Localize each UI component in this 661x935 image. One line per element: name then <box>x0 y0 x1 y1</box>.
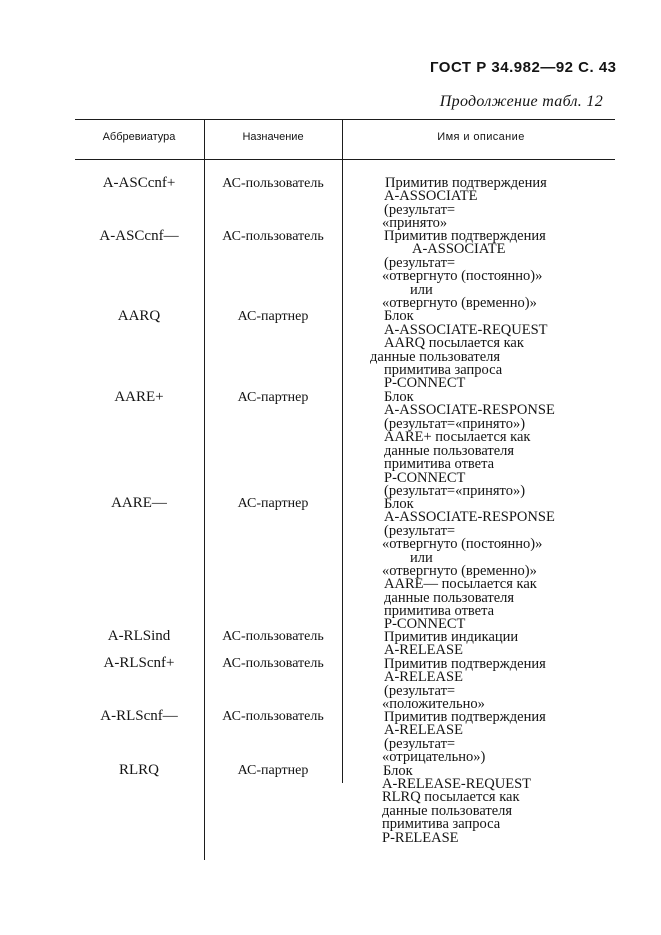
description-line: (результат= <box>384 523 456 539</box>
description-line: «отрицательно») <box>382 749 486 765</box>
description-line: данные пользователя <box>370 349 501 365</box>
description-line: (результат=«принято») <box>384 416 526 432</box>
description-line: RLRQ посылается как <box>382 789 520 805</box>
purpose-cell: АС-пользователь <box>222 709 324 724</box>
description-line: примитива ответа <box>384 603 495 619</box>
purpose-cell: АС-партнер <box>237 309 309 324</box>
description-line: примитива ответа <box>384 456 495 472</box>
description-line: Блок <box>384 496 414 512</box>
description-line: «отвергнуто (постоянно)» <box>382 536 543 552</box>
description-line: P-CONNECT <box>384 470 466 486</box>
table-header-rule <box>75 159 615 160</box>
description-line: данные пользователя <box>384 590 515 606</box>
abbreviation-cell: AARE+ <box>114 389 164 405</box>
description-line: A-RELEASE <box>384 722 463 738</box>
description-line: A-RELEASE <box>384 642 463 658</box>
description-line: «отвергнуто (временно)» <box>382 295 537 311</box>
table-top-rule <box>75 119 615 120</box>
description-line: данные пользователя <box>384 443 515 459</box>
description-line: (результат= <box>384 736 456 752</box>
description-line: P-CONNECT <box>384 616 466 632</box>
column-header-description: Имя и описание <box>437 131 525 143</box>
column-divider-1 <box>204 119 205 860</box>
column-divider-2 <box>342 119 343 783</box>
abbreviation-cell: A-ASCcnf+ <box>102 175 176 191</box>
description-line: A-ASSOCIATE <box>412 241 506 257</box>
standard-header: ГОСТ Р 34.982—92 С. 43 <box>430 59 617 76</box>
description-line: A-ASSOCIATE-REQUEST <box>384 322 548 338</box>
abbreviation-cell: AARQ <box>117 308 161 324</box>
purpose-cell: АС-партнер <box>237 763 309 778</box>
purpose-cell: АС-партнер <box>237 496 309 511</box>
description-line: Блок <box>384 308 414 324</box>
abbreviation-cell: A-ASCcnf— <box>99 228 179 244</box>
description-line: «отвергнуто (постоянно)» <box>382 268 543 284</box>
description-line: (результат=«принято») <box>384 483 526 499</box>
column-header-abbreviation: Аббревиатура <box>102 131 176 143</box>
description-line: Блок <box>384 389 414 405</box>
abbreviation-cell: RLRQ <box>118 762 159 778</box>
purpose-cell: АС-пользователь <box>222 629 324 644</box>
description-line: или <box>410 282 433 298</box>
description-line: A-ASSOCIATE-RESPONSE <box>384 402 555 418</box>
description-line: «принято» <box>382 215 448 231</box>
purpose-cell: АС-пользователь <box>222 229 324 244</box>
description-line: A-ASSOCIATE-RESPONSE <box>384 509 555 525</box>
column-header-purpose: Назначение <box>242 131 304 143</box>
description-line: AARQ посылается как <box>384 335 524 351</box>
description-line: Примитив подтверждения <box>384 709 546 725</box>
description-line: A-ASSOCIATE <box>384 188 478 204</box>
description-line: Примитив подтверждения <box>384 656 546 672</box>
description-line: AARE+ посылается как <box>384 429 531 445</box>
description-line: примитива запроса <box>384 362 503 378</box>
description-line: Примитив индикации <box>384 629 519 645</box>
purpose-cell: АС-пользователь <box>222 176 324 191</box>
abbreviation-cell: A-RLSind <box>107 628 171 644</box>
description-line: P-RELEASE <box>382 830 459 846</box>
abbreviation-cell: A-RLScnf— <box>100 708 178 724</box>
description-line: A-RELEASE-REQUEST <box>382 776 532 792</box>
description-line: P-CONNECT <box>384 375 466 391</box>
description-line: данные пользователя <box>382 803 513 819</box>
table-continuation-label: Продолжение табл. 12 <box>439 93 603 110</box>
description-line: Примитив подтверждения <box>384 228 546 244</box>
description-line: Блок <box>383 763 413 779</box>
description-line: (результат= <box>384 255 456 271</box>
description-line: «отвергнуто (временно)» <box>382 563 537 579</box>
abbreviation-cell: AARE— <box>111 495 167 511</box>
description-line: (результат= <box>384 202 456 218</box>
abbreviation-cell: A-RLScnf+ <box>103 655 175 671</box>
description-line: примитива запроса <box>382 816 501 832</box>
description-line: «положительно» <box>382 696 485 712</box>
description-line: (результат= <box>384 683 456 699</box>
description-line: Примитив подтверждения <box>385 175 547 191</box>
description-line: или <box>410 550 433 566</box>
purpose-cell: АС-пользователь <box>222 656 324 671</box>
description-line: AARE— посылается как <box>384 576 537 592</box>
description-line: A-RELEASE <box>384 669 463 685</box>
purpose-cell: АС-партнер <box>237 390 309 405</box>
